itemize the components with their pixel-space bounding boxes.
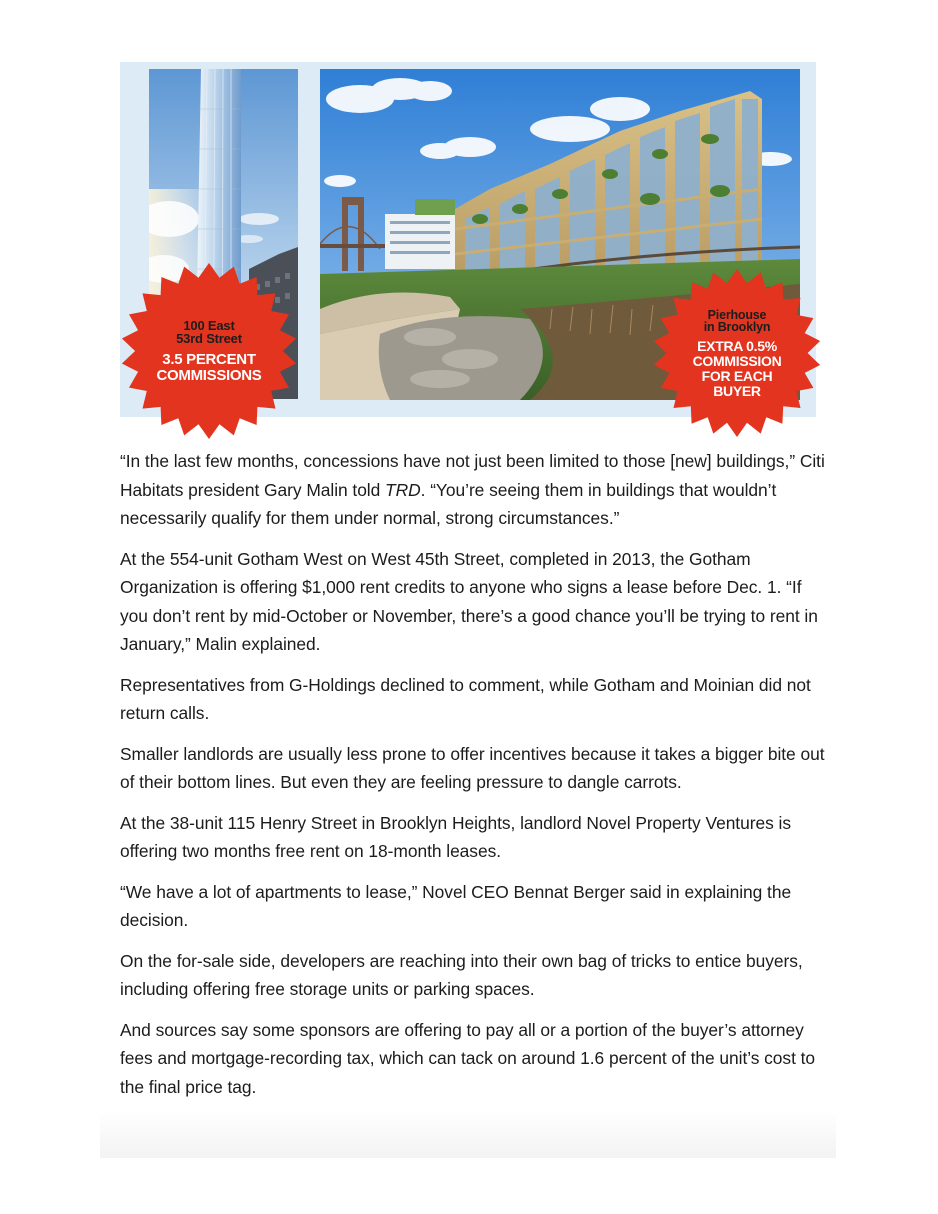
badge-address-line: Pierhouse [707, 307, 767, 322]
badge-address-line: in Brooklyn [703, 320, 771, 334]
badge-address-line: 100 East [183, 318, 235, 333]
badge-offer-line: BUYER [713, 382, 761, 399]
badge-offer-line: COMMISSION [692, 352, 782, 369]
article-paragraph: “In the last few months, concessions have not just been limited to those [new] buildings,” Citi Habitats president Gary Malin told TRD. “You’re seeing them in buildings that wouldn’t necessarily qualify for them under normal, strong circumstances.” [120, 451, 825, 528]
badge-offer-line: FOR EACH [701, 367, 773, 384]
badge-offer-line: EXTRA 0.5% [697, 337, 777, 354]
article-paragraph: “We have a lot of apartments to lease,” Novel CEO Bennat Berger said in explaining the decision. [120, 881, 792, 930]
article-paragraph: At the 38-unit 115 Henry Street in Brooklyn Heights, landlord Novel Property Ventures is offering two months free rent on 18-month leases. [120, 812, 791, 861]
bottom-fade [100, 1110, 836, 1158]
badge-offer-line: COMMISSIONS [156, 367, 262, 384]
publication-name: TRD [385, 479, 421, 500]
badge-100-east-53rd [120, 262, 298, 440]
article-paragraph: At the 554-unit Gotham West on West 45th Street, completed in 2013, the Gotham Organization is offering $1,000 rent credits to anyone who signs a lease before Dec. 1. “If you don’t rent by mid-October or November, there’s a good chance you’ll be trying to rent in January,” Malin explained. [120, 548, 818, 654]
badge-address-line: 53rd Street [176, 331, 242, 346]
article-paragraph: On the for-sale side, developers are reaching into their own bag of tricks to entice buyers, including offering free storage units or parking spaces. [120, 950, 803, 999]
article-body [120, 447, 832, 1113]
article-paragraph: Smaller landlords are usually less prone to offer incentives because it takes a bigger bite out of their bottom lines. But even they are feeling pressure to dangle carrots. [120, 743, 825, 792]
badge-offer-line: 3.5 PERCENT [162, 351, 256, 368]
article-paragraph: And sources say some sponsors are offering to pay all or a portion of the buyer’s attorney fees and mortgage-recording tax, which can tack on around 1.6 percent of the unit’s cost to the final price tag. [120, 1019, 816, 1097]
article-paragraph: Representatives from G-Holdings declined to comment, while Gotham and Moinian did not return calls. [120, 674, 811, 723]
badge-pierhouse-brooklyn [652, 268, 822, 438]
